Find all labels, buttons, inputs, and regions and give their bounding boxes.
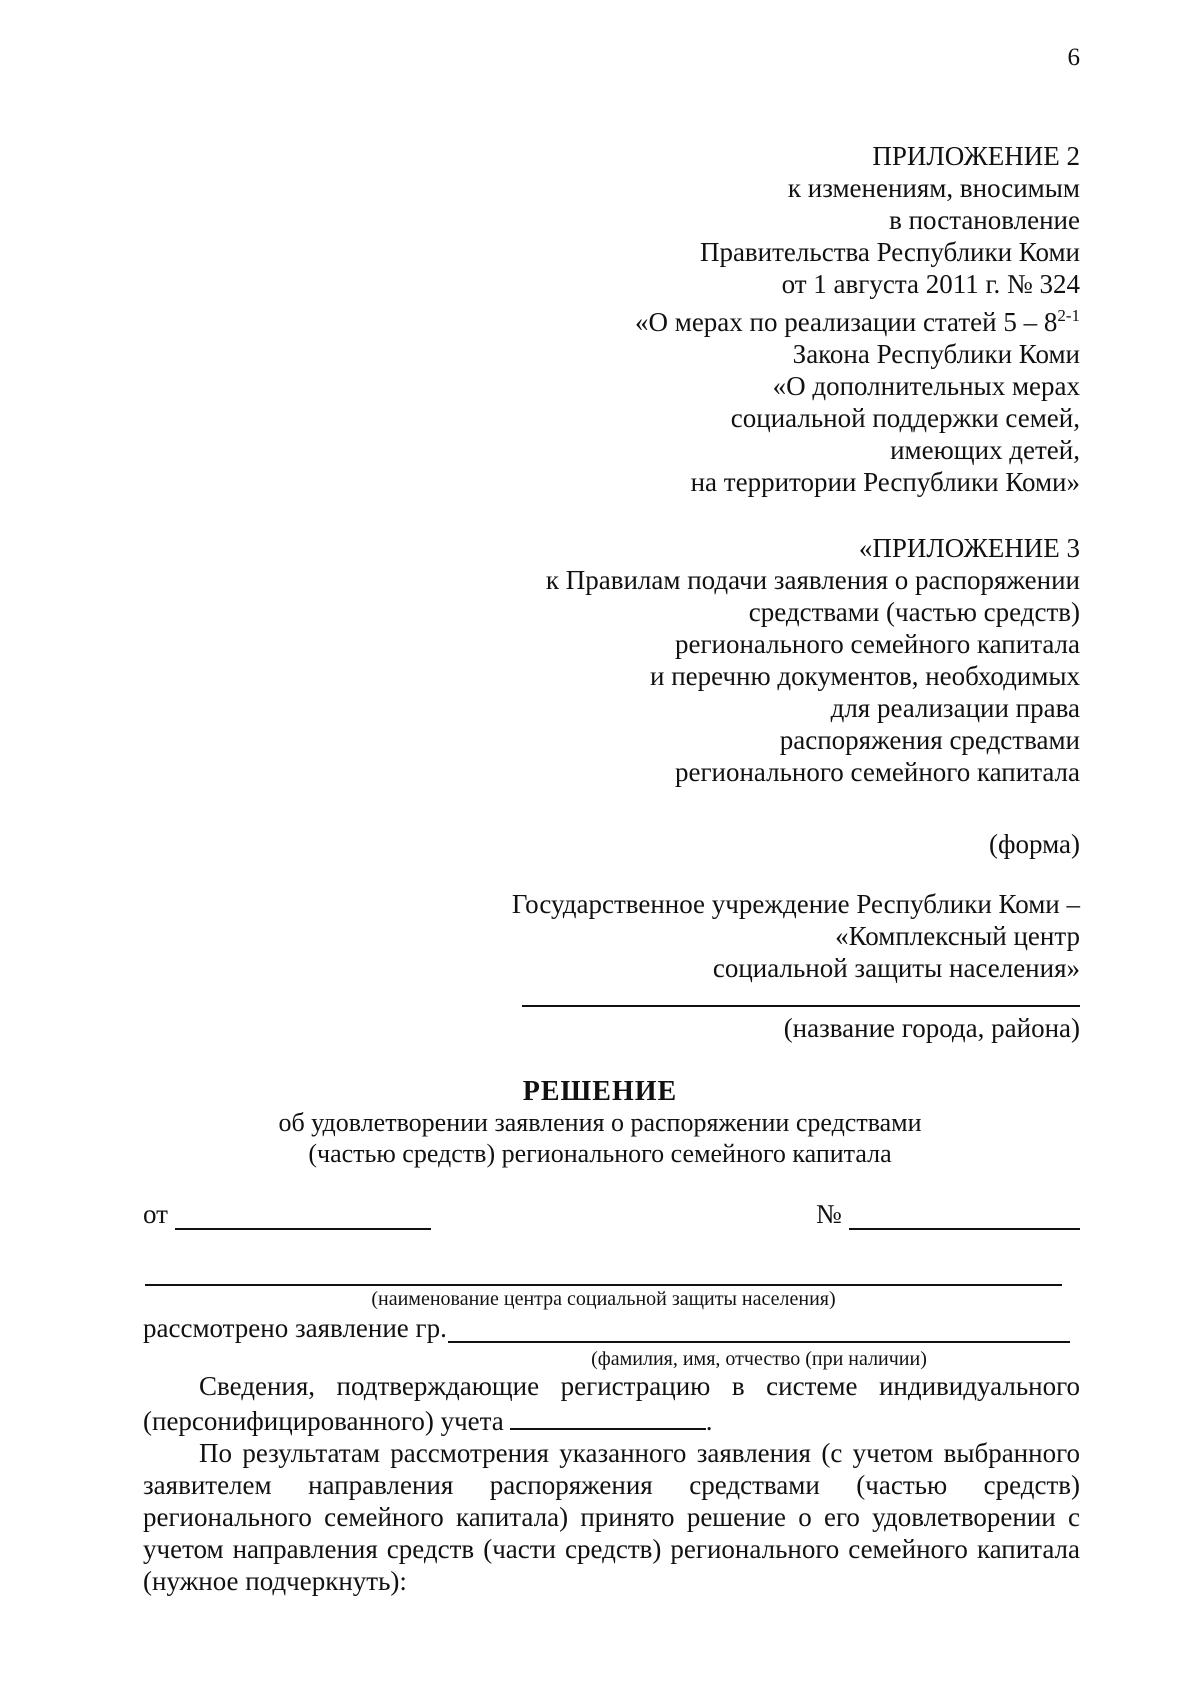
- paragraph-line-with-blank: [143, 1402, 1080, 1437]
- appendix-2-line: Правительства Республики Коми: [699, 237, 1080, 267]
- page-number: 6: [1067, 44, 1080, 71]
- date-number-row: [143, 1198, 1080, 1232]
- appendix-2-line-with-superscript: [380, 300, 1080, 338]
- decision-subtitle-line: (частью средств) регионального семейного капитала: [308, 1139, 892, 1168]
- paragraph-text: (персонифицированного) учета: [143, 1406, 504, 1436]
- number-blank-line: [849, 1228, 1080, 1230]
- appendix-3-line: для реализации права: [830, 693, 1080, 723]
- date-blank-line: [175, 1228, 431, 1230]
- appendix-3-line: и перечню документов, необходимых: [650, 661, 1080, 691]
- appendix-2-line: «О дополнительных мерах: [772, 371, 1080, 401]
- decision-title: РЕШЕНИЕ: [522, 1076, 678, 1107]
- appendix-3-line: средствами (частью средств): [748, 597, 1080, 627]
- appendix-2-line: социальной поддержки семей,: [730, 403, 1080, 433]
- institution-block: [380, 888, 1080, 984]
- paragraph-line: Сведения, подтверждающие регистрацию в системе индивидуального: [199, 1371, 1080, 1401]
- decision-subtitle-line: об удовлетворении заявления о распоряжении средствами: [278, 1108, 922, 1137]
- appendix-2-header: [380, 140, 1080, 498]
- paragraph-line: учетом направления средств (части средств) регионального семейного капитала: [143, 1534, 1080, 1564]
- appendix-2-line: к изменениям, вносимым: [787, 173, 1080, 203]
- institution-line: социальной защиты населения»: [712, 953, 1080, 983]
- appendix-2-line: от 1 августа 2011 г. № 324: [781, 269, 1080, 299]
- paragraph-line: регионального семейного капитала) принято решение о его удовлетворении с: [143, 1502, 1080, 1532]
- paragraph-line: По результатам рассмотрения указанного заявления (с учетом выбранного: [199, 1438, 1080, 1468]
- appendix-3-line: распоряжения средствами: [779, 725, 1080, 755]
- city-blank-line: [522, 1005, 1080, 1007]
- appendix-3-line: «ПРИЛОЖЕНИЕ 3: [858, 533, 1080, 563]
- appendix-2-line: имеющих детей,: [890, 435, 1080, 465]
- body-text: [143, 1370, 1080, 1597]
- appendix-2-line: в постановление: [889, 205, 1080, 235]
- paragraph-line: (нужное подчеркнуть):: [143, 1566, 407, 1596]
- registration-blank-line: [510, 1402, 706, 1430]
- decision-subtitle: [0, 1107, 1200, 1169]
- city-caption: (название города, района): [783, 1013, 1080, 1043]
- appendix-3-line: регионального семейного капитала: [674, 757, 1080, 787]
- center-name-blank-line: [145, 1284, 1062, 1286]
- appendix-3-line: к Правилам подачи заявления о распоряжении: [545, 565, 1080, 595]
- superscript: 2-1: [1057, 306, 1080, 325]
- paragraph-line: заявителем направления распоряжения средствами (частью средств): [143, 1470, 1080, 1500]
- appendix-3-line: регионального семейного капитала: [674, 629, 1080, 659]
- institution-line: «Комплексный центр: [835, 921, 1080, 951]
- applicant-name-caption: (фамилия, имя, отчество (при наличии): [591, 1348, 927, 1370]
- applicant-name-blank-line: [448, 1341, 1070, 1343]
- appendix-2-line: на территории Республики Коми»: [690, 467, 1080, 497]
- center-name-caption: (наименование центра социальной защиты населения): [371, 1288, 836, 1310]
- number-label: №: [816, 1199, 842, 1229]
- form-label: (форма): [989, 829, 1080, 859]
- paragraph-text: .: [705, 1406, 713, 1436]
- appendix-2-line: «О мерах по реализации статей 5 – 8: [634, 307, 1058, 337]
- institution-line: Государственное учреждение Республики Коми –: [511, 889, 1080, 919]
- appendix-2-line: Закона Республики Коми: [792, 339, 1080, 369]
- appendix-2-line: ПРИЛОЖЕНИЕ 2: [872, 141, 1080, 171]
- reviewed-label: рассмотрено заявление гр.: [143, 1313, 447, 1343]
- appendix-3-header: [380, 532, 1080, 788]
- date-label: от: [143, 1199, 168, 1229]
